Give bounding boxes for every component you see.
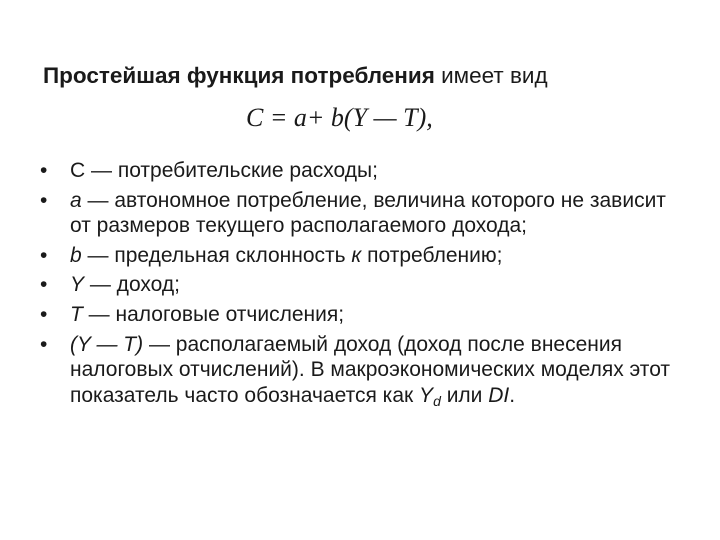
definition-c: — потребительские расходы;: [85, 159, 378, 182]
slide-heading: [43, 62, 548, 90]
term-a: a: [70, 188, 82, 212]
term-k: к: [351, 243, 362, 267]
heading-bold-text: Простейшая функция потребления: [43, 63, 435, 88]
connector-text: или: [440, 383, 489, 407]
definition-b-end: потреблению;: [361, 243, 503, 267]
list-item-a: [40, 188, 680, 239]
list-item-y: [40, 272, 680, 298]
consumption-formula: C = a+ b(Y — T),: [246, 103, 433, 132]
definition-y: — доход;: [84, 273, 180, 297]
list-item-b: [40, 243, 680, 269]
definition-a: — автономное потребление, величина которого не зависит от размеров текущего располагаемого дохода;: [70, 188, 666, 238]
definition-disposable-income: — располагаемый доход (доход после внесения налоговых отчислений). В макроэкономических моделях этот показатель часто обозначается как: [70, 332, 671, 407]
symbol-di: DI: [488, 383, 510, 407]
definitions-list: [40, 158, 680, 412]
bullet-icon: •: [40, 243, 48, 267]
bullet-icon: •: [40, 159, 48, 182]
bullet-icon: •: [40, 302, 48, 326]
term-c: C: [70, 159, 86, 182]
term-t: T: [70, 302, 83, 326]
term-y-minus-t: (Y — T): [70, 332, 144, 356]
symbol-y: Y: [419, 383, 434, 407]
definition-t: — налоговые отчисления;: [82, 302, 345, 326]
bullet-icon: •: [40, 332, 48, 356]
term-b: b: [70, 243, 82, 267]
bullet-icon: •: [40, 188, 48, 212]
list-item-disposable-income: [40, 332, 680, 409]
symbol-subscript-d: d: [433, 392, 441, 409]
definition-b-start: — предельная склонность: [81, 243, 352, 267]
bullet-icon: •: [40, 273, 48, 297]
heading-regular-text: имеет вид: [434, 63, 548, 88]
list-item-c: [40, 158, 680, 184]
term-y: Y: [70, 273, 85, 297]
end-period: .: [509, 383, 516, 407]
list-item-t: [40, 302, 680, 328]
